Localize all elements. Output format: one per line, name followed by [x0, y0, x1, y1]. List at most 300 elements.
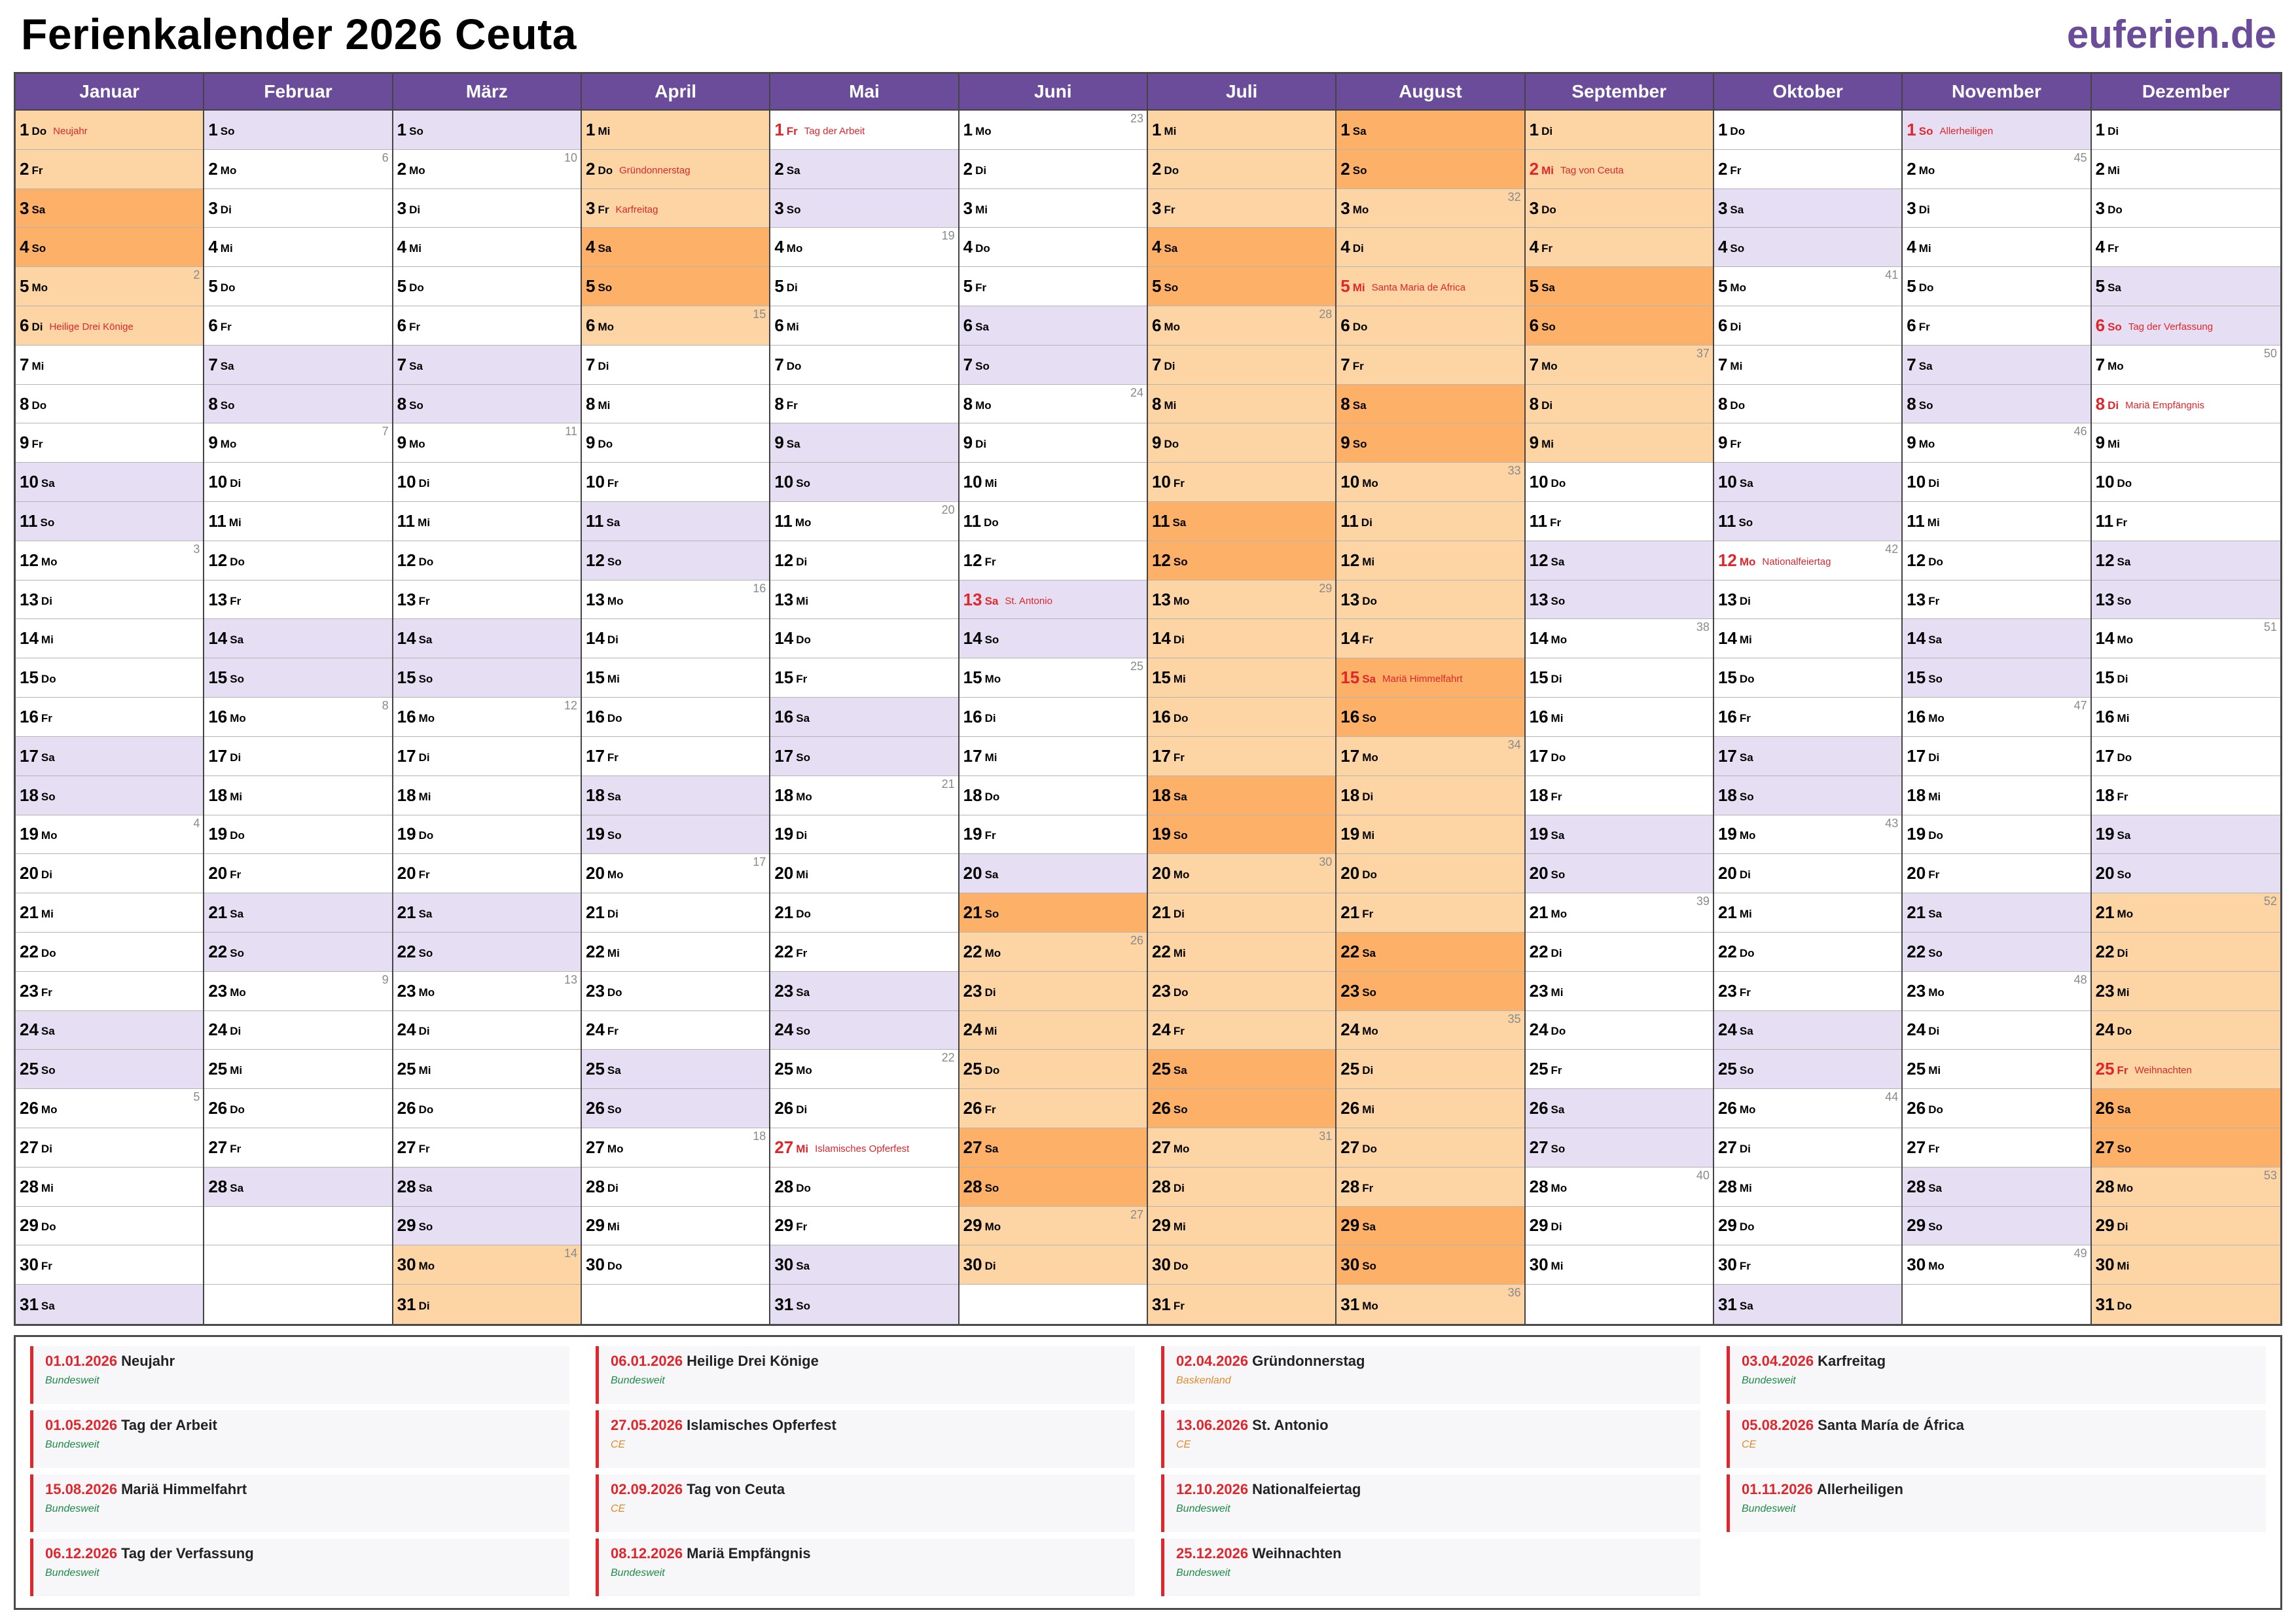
weekday-abbr: Fr	[1164, 203, 1175, 216]
day-cell	[1903, 463, 2090, 502]
week-number: 12	[564, 699, 577, 713]
day-number: 2	[1907, 158, 1916, 179]
day-number: 15	[774, 668, 794, 688]
month-column	[960, 74, 1148, 1324]
day-number: 4	[1151, 237, 1162, 257]
week-number: 47	[2073, 699, 2087, 713]
day-number: 30	[585, 1255, 605, 1275]
day-cell	[2092, 854, 2280, 893]
day-cell	[16, 1168, 203, 1207]
week-number: 24	[1130, 385, 1143, 399]
weekday-abbr: Mo	[795, 516, 812, 529]
weekday-abbr: Do	[2108, 203, 2123, 216]
day-number: 3	[20, 198, 29, 218]
day-number: 11	[397, 510, 416, 531]
weekday-abbr: Di	[1173, 1181, 1185, 1194]
day-cell	[2092, 1050, 2280, 1089]
day-number: 26	[774, 1098, 794, 1118]
day-cell	[770, 1285, 958, 1324]
day-cell	[1714, 737, 1901, 776]
weekday-abbr: Do	[1730, 399, 1746, 412]
day-number: 18	[1907, 785, 1926, 805]
week-number: 37	[1696, 346, 1710, 360]
weekday-abbr: Sa	[1928, 1181, 1942, 1194]
day-number: 19	[1907, 824, 1926, 844]
day-cell	[1336, 1128, 1524, 1168]
weekday-abbr: So	[1541, 320, 1556, 333]
day-cell	[1336, 933, 1524, 972]
weekday-abbr: So	[220, 124, 235, 137]
day-cell	[393, 228, 581, 267]
legend-item	[1727, 1474, 2266, 1532]
day-cell	[1336, 854, 1524, 893]
day-number: 7	[1907, 354, 1916, 374]
weekday-abbr: Mo	[2117, 633, 2134, 647]
day-number: 20	[585, 863, 605, 883]
day-cell	[770, 933, 958, 972]
weekday-abbr: Mo	[41, 1103, 58, 1116]
week-number: 50	[2263, 346, 2277, 360]
day-number: 11	[774, 510, 793, 531]
day-number: 20	[208, 863, 228, 883]
day-cell	[2092, 1128, 2280, 1168]
day-cell	[1714, 267, 1901, 306]
day-number: 28	[2095, 1176, 2115, 1196]
day-cell	[204, 815, 391, 855]
day-cell	[770, 854, 958, 893]
weekday-abbr: Do	[230, 829, 245, 842]
day-cell	[16, 423, 203, 463]
legend-date: 27.05.2026	[611, 1417, 683, 1433]
day-number: 20	[774, 863, 794, 883]
day-cell	[582, 228, 769, 267]
day-number: 9	[585, 433, 596, 453]
week-number: 34	[1507, 738, 1521, 751]
day-number: 2	[1529, 158, 1539, 179]
day-cell	[1714, 1168, 1901, 1207]
day-number: 6	[963, 315, 973, 335]
weekday-abbr: Di	[41, 594, 52, 607]
day-number: 30	[2095, 1255, 2115, 1275]
weekday-abbr: Mi	[1551, 711, 1564, 724]
legend-line	[45, 1417, 569, 1434]
day-cell	[2092, 502, 2280, 541]
day-number: 13	[2095, 589, 2115, 609]
day-number: 20	[20, 863, 39, 883]
day-cell	[393, 854, 581, 893]
day-number: 19	[208, 824, 228, 844]
weekday-abbr: Mo	[1362, 477, 1378, 490]
day-cell	[770, 1050, 958, 1089]
day-cell	[1336, 502, 1524, 541]
month-header: Oktober	[1714, 74, 1901, 111]
month-header: Januar	[16, 74, 203, 111]
day-number: 23	[963, 980, 982, 1001]
day-cell	[1148, 972, 1335, 1011]
weekday-abbr: Do	[1551, 1025, 1566, 1038]
day-number: 2	[20, 158, 29, 179]
day-number: 4	[2095, 237, 2106, 257]
day-cell	[393, 346, 581, 385]
week-number: 15	[753, 308, 766, 321]
weekday-abbr: Di	[1928, 477, 1940, 490]
day-number: 10	[2095, 472, 2115, 492]
weekday-abbr: Do	[1730, 124, 1746, 137]
day-cell	[960, 1245, 1147, 1285]
week-number: 18	[753, 1129, 766, 1143]
legend-holiday-name: Tag der Verfassung	[121, 1545, 254, 1561]
weekday-abbr: Di	[1173, 908, 1185, 921]
week-number: 11	[565, 425, 577, 438]
week-number: 17	[753, 855, 766, 869]
day-cell	[16, 1050, 203, 1089]
day-number: 15	[20, 668, 39, 688]
legend-date: 25.12.2026	[1176, 1545, 1249, 1561]
day-number: 7	[1529, 354, 1539, 374]
day-number: 17	[2095, 745, 2115, 766]
day-number: 21	[1907, 902, 1926, 923]
month-header: April	[582, 74, 769, 111]
week-number: 48	[2073, 972, 2087, 986]
weekday-abbr: Do	[984, 790, 1000, 803]
week-number: 46	[2073, 425, 2087, 438]
day-cell	[1526, 1011, 1713, 1050]
weekday-abbr: So	[984, 908, 999, 921]
day-number: 10	[397, 472, 416, 492]
day-number: 28	[1717, 1176, 1737, 1196]
day-cell	[1526, 776, 1713, 815]
day-cell	[960, 306, 1147, 346]
weekday-abbr: Mo	[1362, 751, 1378, 764]
weekday-abbr: Do	[1164, 438, 1179, 451]
day-cell	[1526, 111, 1713, 150]
month-column	[1526, 74, 1714, 1324]
weekday-abbr: Mi	[418, 1064, 431, 1077]
day-cell	[1336, 189, 1524, 228]
day-cell	[204, 189, 391, 228]
day-number: 15	[1529, 668, 1549, 688]
weekday-abbr: Sa	[1739, 1299, 1753, 1312]
weekday-abbr: Fr	[31, 438, 43, 451]
weekday-abbr: Mo	[1551, 1181, 1568, 1194]
day-cell	[2092, 463, 2280, 502]
weekday-abbr: Do	[31, 399, 47, 412]
weekday-abbr: So	[1730, 242, 1745, 255]
weekday-abbr: Sa	[1362, 1221, 1376, 1234]
month-column	[1903, 74, 2091, 1324]
day-number: 11	[20, 510, 38, 531]
day-cell	[1714, 306, 1901, 346]
weekday-abbr: Sa	[607, 790, 621, 803]
weekday-abbr: Sa	[1739, 1025, 1753, 1038]
weekday-abbr: Sa	[796, 1260, 810, 1273]
weekday-abbr: Sa	[220, 359, 234, 372]
day-number: 15	[1151, 668, 1171, 688]
week-number: 25	[1130, 660, 1143, 673]
weekday-abbr: Mo	[418, 1260, 435, 1273]
legend-line	[1176, 1481, 1700, 1498]
day-cell	[1526, 619, 1713, 658]
day-cell	[960, 189, 1147, 228]
weekday-abbr: Sa	[418, 908, 433, 921]
day-cell	[1714, 463, 1901, 502]
week-number: 5	[193, 1090, 200, 1104]
day-cell	[393, 1207, 581, 1246]
legend-holiday-name: Tag der Arbeit	[121, 1417, 217, 1433]
day-cell	[393, 1285, 581, 1324]
day-cell	[204, 1168, 391, 1207]
month-header: März	[393, 74, 581, 111]
day-number: 9	[20, 433, 29, 453]
day-cell	[770, 1245, 958, 1285]
day-number: 25	[397, 1059, 416, 1079]
day-number: 17	[774, 745, 794, 766]
legend-line	[1742, 1481, 2266, 1498]
day-number: 8	[208, 393, 218, 414]
brand-logo-link[interactable]: euferien.de	[2066, 12, 2276, 56]
day-number: 24	[1717, 1020, 1737, 1040]
day-number: 22	[208, 941, 228, 961]
weekday-abbr: Sa	[1551, 1103, 1565, 1116]
day-number: 10	[20, 472, 39, 492]
weekday-abbr: Mo	[418, 986, 435, 999]
weekday-abbr: Do	[1928, 555, 1943, 568]
legend-holiday-name: Gründonnerstag	[1252, 1353, 1365, 1369]
weekday-abbr: Mi	[1739, 1181, 1752, 1194]
day-cell	[1336, 893, 1524, 933]
day-cell	[1714, 1128, 1901, 1168]
week-number: 35	[1507, 1012, 1521, 1026]
day-number: 24	[585, 1020, 605, 1040]
weekday-abbr: So	[796, 751, 810, 764]
week-number: 45	[2073, 151, 2087, 164]
day-cell	[2092, 1089, 2280, 1128]
weekday-abbr: Mo	[409, 438, 425, 451]
day-cell	[960, 1168, 1147, 1207]
day-cell	[582, 502, 769, 541]
holiday-name: Allerheiligen	[1939, 125, 1994, 137]
weekday-abbr: Do	[975, 242, 990, 255]
weekday-abbr: Sa	[1551, 829, 1565, 842]
weekday-abbr: So	[1352, 164, 1367, 177]
day-number: 28	[1529, 1176, 1549, 1196]
weekday-abbr: Di	[1551, 946, 1562, 959]
weekday-abbr: Mi	[41, 908, 54, 921]
day-number: 18	[1529, 785, 1549, 805]
day-number: 31	[2095, 1294, 2115, 1314]
weekday-abbr: So	[31, 242, 46, 255]
day-cell	[960, 228, 1147, 267]
weekday-abbr: So	[1164, 281, 1179, 294]
day-number: 15	[208, 668, 228, 688]
month-header: Februar	[204, 74, 391, 111]
day-cell	[16, 854, 203, 893]
weekday-abbr: Di	[2117, 946, 2128, 959]
day-number: 24	[20, 1020, 39, 1040]
day-cell	[393, 815, 581, 855]
day-cell	[770, 267, 958, 306]
week-number: 21	[941, 777, 955, 791]
day-cell	[204, 228, 391, 267]
day-cell	[1336, 815, 1524, 855]
day-cell	[1714, 1245, 1901, 1285]
day-cell	[16, 972, 203, 1011]
day-cell	[1148, 580, 1335, 620]
week-number: 7	[382, 425, 389, 438]
weekday-abbr: Do	[2117, 1025, 2132, 1038]
day-number: 15	[397, 668, 416, 688]
week-number: 30	[1319, 855, 1333, 869]
day-number: 9	[2095, 433, 2106, 453]
day-cell	[16, 619, 203, 658]
day-cell	[393, 776, 581, 815]
weekday-abbr: Mo	[786, 242, 803, 255]
day-cell	[2092, 111, 2280, 150]
weekday-abbr: Do	[418, 555, 434, 568]
legend-scope: Bundesweit	[611, 1375, 665, 1386]
weekday-abbr: Mo	[1551, 633, 1568, 647]
day-cell	[960, 111, 1147, 150]
day-cell	[770, 893, 958, 933]
day-cell	[1714, 815, 1901, 855]
day-cell	[582, 1050, 769, 1089]
day-number: 25	[585, 1059, 605, 1079]
day-number: 30	[1907, 1255, 1926, 1275]
weekday-abbr: Fr	[607, 751, 619, 764]
day-number: 8	[1717, 393, 1728, 414]
day-cell	[1526, 306, 1713, 346]
day-cell	[1714, 111, 1901, 150]
weekday-abbr: Sa	[230, 1181, 244, 1194]
legend-holiday-name: Mariä Empfängnis	[687, 1545, 811, 1561]
empty-day-cell	[204, 1285, 391, 1324]
weekday-abbr: Di	[1739, 868, 1751, 882]
week-number: 31	[1319, 1129, 1333, 1143]
weekday-abbr: Sa	[1164, 242, 1178, 255]
weekday-abbr: Mi	[1173, 1221, 1186, 1234]
weekday-abbr: Mi	[1541, 438, 1554, 451]
month-column	[204, 74, 393, 1324]
day-number: 11	[208, 510, 226, 531]
weekday-abbr: Mo	[41, 829, 58, 842]
day-number: 3	[2095, 198, 2106, 218]
weekday-abbr: Mo	[230, 711, 246, 724]
legend-date: 15.08.2026	[45, 1481, 118, 1497]
day-cell	[1148, 737, 1335, 776]
day-number: 21	[1340, 902, 1360, 923]
day-cell	[1903, 1245, 2090, 1285]
day-cell	[770, 502, 958, 541]
day-cell	[770, 1168, 958, 1207]
holiday-name: Mariä Empfängnis	[2125, 399, 2204, 411]
day-number: 23	[774, 980, 794, 1001]
weekday-abbr: Sa	[409, 359, 423, 372]
weekday-abbr: Mi	[1164, 124, 1177, 137]
weekday-abbr: Mi	[409, 242, 422, 255]
day-number: 6	[1717, 315, 1728, 335]
weekday-abbr: Di	[41, 1142, 52, 1155]
day-cell	[770, 228, 958, 267]
day-cell	[1714, 541, 1901, 580]
day-cell	[960, 658, 1147, 698]
weekday-abbr: Mi	[31, 359, 45, 372]
day-cell	[204, 1050, 391, 1089]
weekday-abbr: Fr	[1739, 1260, 1751, 1273]
weekday-abbr: Mo	[1739, 1103, 1756, 1116]
week-number: 2	[193, 268, 200, 282]
day-cell	[582, 658, 769, 698]
weekday-abbr: Sa	[1739, 751, 1753, 764]
month-header: September	[1526, 74, 1713, 111]
day-cell	[960, 1089, 1147, 1128]
empty-day-cell	[204, 1207, 391, 1246]
weekday-abbr: So	[1918, 399, 1933, 412]
day-number: 19	[1717, 824, 1737, 844]
day-number: 2	[963, 158, 973, 179]
legend-date: 01.01.2026	[45, 1353, 118, 1369]
day-cell	[1148, 189, 1335, 228]
day-number: 17	[585, 745, 605, 766]
weekday-abbr: Di	[1541, 399, 1553, 412]
weekday-abbr: Sa	[796, 711, 810, 724]
weekday-abbr: So	[1173, 1103, 1188, 1116]
weekday-abbr: Fr	[2116, 516, 2128, 529]
month-header: August	[1336, 74, 1524, 111]
day-cell	[582, 385, 769, 424]
weekday-abbr: Di	[418, 477, 430, 490]
weekday-abbr: So	[984, 1181, 999, 1194]
weekday-abbr: Fr	[1362, 633, 1374, 647]
weekday-abbr: Di	[607, 1181, 619, 1194]
legend-date: 06.12.2026	[45, 1545, 118, 1561]
weekday-abbr: Mo	[1173, 1142, 1190, 1155]
day-number: 25	[1340, 1059, 1360, 1079]
day-cell	[582, 1128, 769, 1168]
weekday-abbr: Sa	[1918, 359, 1933, 372]
day-cell	[770, 815, 958, 855]
day-cell	[1526, 1050, 1713, 1089]
weekday-abbr: Mi	[2117, 711, 2130, 724]
day-cell	[1526, 972, 1713, 1011]
day-cell	[2092, 189, 2280, 228]
day-number: 26	[1907, 1098, 1926, 1118]
day-number: 3	[1340, 198, 1350, 218]
day-cell	[582, 189, 769, 228]
day-number: 12	[1717, 550, 1737, 570]
day-cell	[770, 541, 958, 580]
day-number: 16	[1529, 706, 1549, 726]
legend-date: 08.12.2026	[611, 1545, 683, 1561]
weekday-abbr: Sa	[1352, 124, 1367, 137]
day-number: 1	[397, 119, 407, 139]
weekday-abbr: Di	[1928, 1025, 1940, 1038]
day-cell	[2092, 893, 2280, 933]
weekday-abbr: Sa	[984, 594, 999, 607]
day-cell	[204, 893, 391, 933]
day-number: 31	[1340, 1294, 1360, 1314]
day-cell	[1148, 502, 1335, 541]
legend-item	[30, 1410, 569, 1468]
weekday-abbr: Fr	[1928, 594, 1940, 607]
day-cell	[2092, 619, 2280, 658]
day-number: 31	[774, 1294, 794, 1314]
day-cell	[1903, 1128, 2090, 1168]
day-number: 17	[963, 745, 982, 766]
weekday-abbr: Do	[1352, 320, 1368, 333]
day-number: 3	[1529, 198, 1539, 218]
day-number: 12	[1529, 550, 1549, 570]
day-number: 21	[1717, 902, 1737, 923]
